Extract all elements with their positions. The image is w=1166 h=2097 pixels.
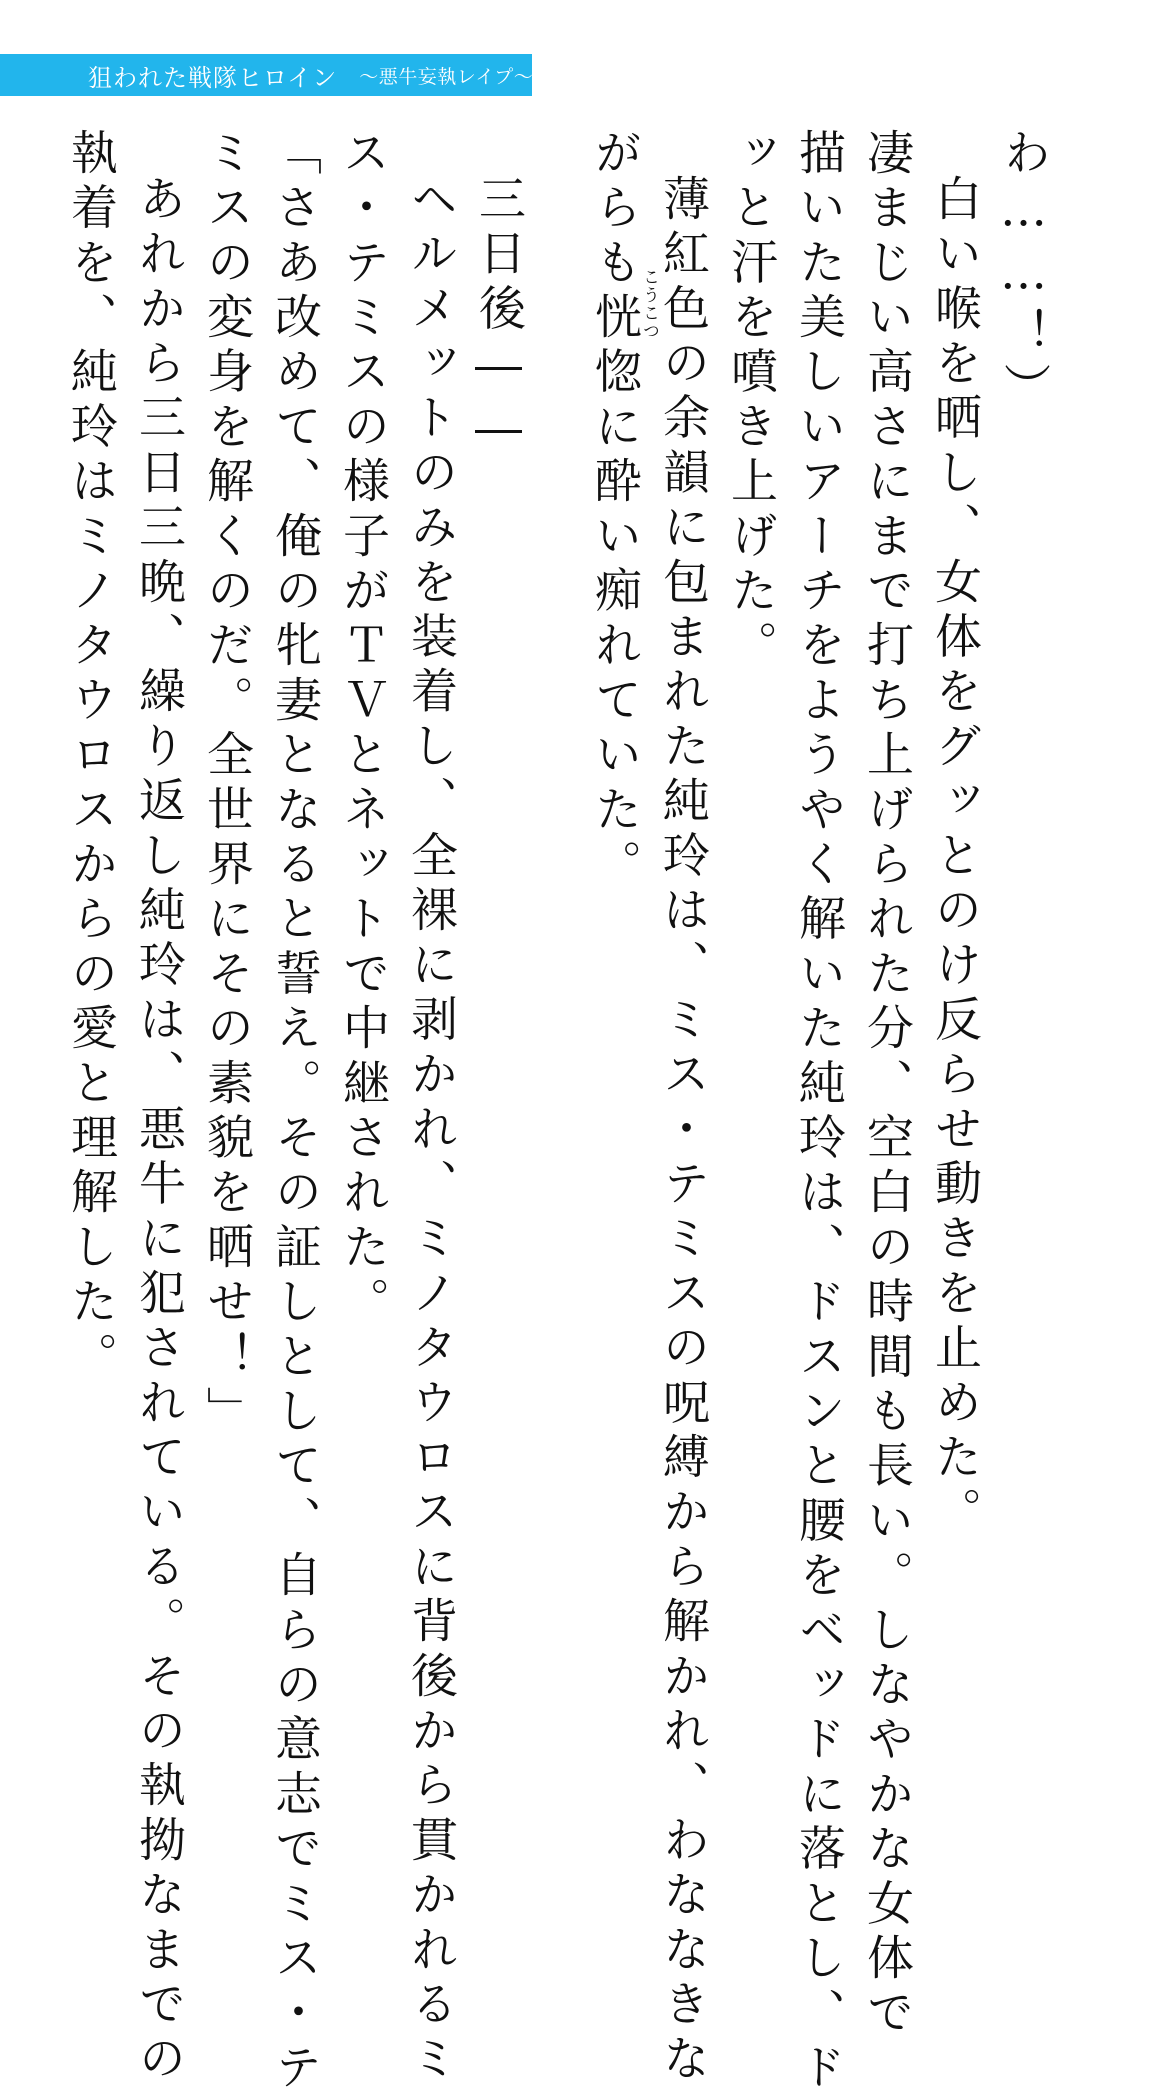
text-column: わ……！）	[996, 128, 1051, 418]
text-column: ヘルメットのみを装着し、全裸に剥かれ、ミノタウロスに背後から貫かれるミ	[403, 174, 458, 2089]
book-subtitle: 〜悪牛妄執レイプ〜	[359, 65, 534, 88]
text-column: あれから三日三晩、繰り返し純玲は、悪牛に犯されている。その執拗なまでの	[131, 174, 186, 2089]
text-column: 「さあ改めて、俺の牝妻となると誓え。その証しとして、自らの意志でミス・テ	[267, 128, 322, 2097]
text-column: がらも恍惚に酔い痴れていた。	[587, 128, 642, 894]
text-column: 描いた美しいアーチをようやく解いた純玲は、ドスンと腰をベッドに落とし、ド	[791, 128, 846, 2097]
book-title: 狙われた戦隊ヒロイン	[88, 63, 338, 92]
text-column: 凄まじい高さにまで打ち上げられた分、空白の時間も長い。しなやかな女体で	[859, 128, 914, 2043]
text-column: ス・テミスの様子がＴＶとネットで中継された。	[335, 128, 390, 1332]
section-heading: 三日後――	[471, 174, 526, 464]
text-column: ミスの変身を解くのだ。全世界にその素貌を晒せ！」	[199, 128, 254, 1441]
text-column: 薄紅色の余韻に包まれた純玲は、ミス・テミスの呪縛から解かれ、わななきな	[655, 174, 710, 2089]
text-column: ッと汗を噴き上げた。	[723, 128, 778, 675]
text-column: 白い喉を晒し、女体をグッとのけ反らせ動きを止めた。	[927, 174, 982, 1542]
ruby-annotation: こうこつ	[639, 268, 659, 340]
header-banner	[0, 54, 532, 96]
text-column: 執着を、純玲はミノタウロスからの愛と理解した。	[63, 128, 118, 1387]
